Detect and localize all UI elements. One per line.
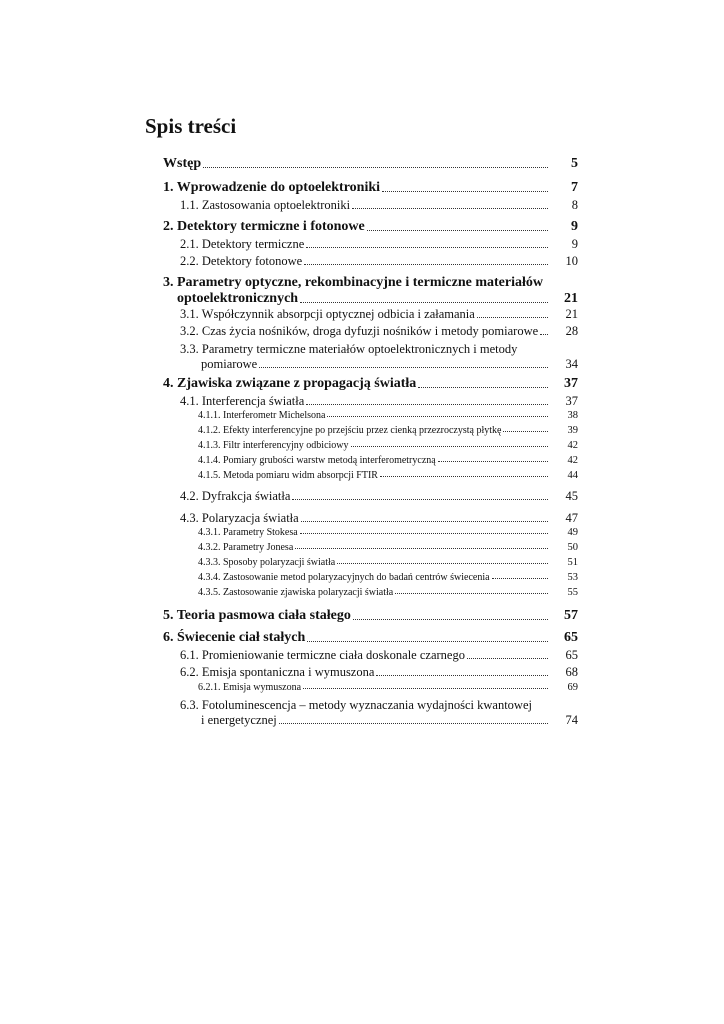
toc-entry-page: 49 (567, 527, 578, 538)
toc-entry[interactable] (163, 511, 578, 526)
toc-entry-page: 47 (565, 511, 578, 525)
toc-entry-page: 50 (567, 542, 578, 553)
dot-leader (295, 548, 548, 549)
toc-entry[interactable] (163, 376, 578, 392)
toc-entry-title: i energetycznej (201, 713, 277, 727)
dot-leader (300, 302, 548, 303)
toc-entry[interactable] (163, 527, 578, 538)
dot-leader (303, 688, 548, 689)
toc-entry-title: 2.1. Detektory termiczne (180, 237, 305, 251)
toc-entry-page: 10 (565, 254, 578, 268)
toc-entry-title: 4.1.3. Filtr interferencyjny odbiciowy (198, 440, 349, 451)
toc-entry-title: 4.3.1. Parametry Stokesa (198, 527, 298, 538)
toc-entry-title: Wstęp (163, 156, 202, 171)
toc-entry-title: 1.1. Zastosowania optoelektroniki (180, 198, 351, 212)
toc-entry-title: 4.3.2. Parametry Jonesa (198, 542, 294, 553)
toc-entry-title: 6.1. Promieniowanie termiczne ciała doskonale czarnego (180, 648, 465, 662)
toc-entry[interactable] (163, 572, 578, 583)
dot-leader (418, 387, 548, 388)
dot-leader (279, 723, 548, 724)
toc-entry[interactable] (163, 665, 578, 680)
toc-entry-page: 51 (567, 557, 578, 568)
toc-entry[interactable] (163, 254, 578, 269)
toc-entry[interactable] (163, 440, 578, 451)
toc-entry[interactable] (163, 219, 578, 235)
page-title: Spis treści (145, 114, 237, 138)
toc-entry-title: 2.2. Detektory fotonowe (180, 254, 303, 268)
dot-leader (327, 416, 548, 417)
toc-entry-page: 9 (571, 219, 578, 234)
dot-leader (307, 641, 548, 642)
toc-entry-title: 4.3.5. Zastosowanie zjawiska polaryzacji światła (198, 587, 394, 598)
toc-entry-title: 3. Parametry optyczne, rekombinacyjne i termiczne materiałów (163, 275, 543, 290)
dot-leader (367, 230, 548, 231)
dot-leader (203, 167, 548, 168)
toc-entry[interactable] (163, 425, 578, 436)
toc-entry-page: 42 (567, 440, 578, 451)
toc-entry-page: 9 (571, 237, 578, 251)
dot-leader (259, 367, 548, 368)
toc-entry[interactable] (163, 342, 578, 372)
dot-leader (503, 431, 548, 432)
toc-entry-title: 2. Detektory termiczne i fotonowe (163, 219, 365, 234)
dot-leader (300, 533, 548, 534)
toc-entry-page: 57 (564, 608, 578, 623)
toc-entry-page: 65 (564, 630, 578, 645)
toc-entry-title: 4. Zjawiska związane z propagacją światła (163, 376, 417, 391)
toc-entry-page: 53 (567, 572, 578, 583)
toc-entry-title: 3.2. Czas życia nośników, droga dyfuzji nośników i metody pomiarowe (180, 324, 539, 338)
dot-leader (351, 446, 548, 447)
toc-entry[interactable] (163, 180, 578, 196)
toc-entry-title: 6.2.1. Emisja wymuszona (198, 682, 302, 693)
toc-entry-title: 4.1.4. Pomiary grubości warstw metodą interferometryczną (198, 455, 436, 466)
toc-entry-title: 4.1.1. Interferometr Michelsona (198, 410, 326, 421)
toc-entry-page: 55 (567, 587, 578, 598)
dot-leader (477, 317, 548, 318)
toc-entry[interactable] (163, 324, 578, 339)
toc-entry-title: 4.3.3. Sposoby polaryzacji światła (198, 557, 336, 568)
toc-entry-title: 4.1. Interferencja światła (180, 394, 305, 408)
toc-entry-page: 21 (564, 291, 578, 306)
dot-leader (376, 675, 548, 676)
dot-leader (395, 593, 548, 594)
toc-entry-title: 4.1.5. Metoda pomiaru widm absorpcji FTIR (198, 470, 378, 481)
toc-entry-title: 3.1. Współczynnik absorpcji optycznej odbicia i załamania (180, 307, 475, 321)
toc-entry-title: 6.2. Emisja spontaniczna i wymuszona (180, 665, 375, 679)
toc-entry[interactable] (163, 630, 578, 646)
toc-entry-page: 8 (571, 198, 578, 212)
dot-leader (467, 658, 548, 659)
toc-entry-page: 37 (564, 376, 578, 391)
toc-entry-title: 4.1.2. Efekty interferencyjne po przejściu przez cienką przezroczystą płytkę (198, 425, 502, 436)
dot-leader (306, 404, 548, 405)
toc-entry-title: 6.3. Fotoluminescencja – metody wyznaczania wydajności kwantowej (180, 698, 532, 712)
toc-entry[interactable] (163, 156, 578, 172)
dot-leader (292, 499, 548, 500)
toc-entry-page: 44 (567, 470, 578, 481)
toc-entry[interactable] (163, 608, 578, 624)
toc-entry-title: 4.3. Polaryzacja światła (180, 511, 299, 525)
toc-entry-title: 5. Teoria pasmowa ciała stałego (163, 608, 351, 623)
toc-entry-page: 69 (567, 682, 578, 693)
dot-leader (540, 334, 548, 335)
toc-entry-page: 28 (565, 324, 579, 338)
toc-entry-title: pomiarowe (201, 357, 258, 371)
toc-entry-page: 45 (565, 489, 578, 503)
dot-leader (352, 208, 548, 209)
toc-entry[interactable] (163, 542, 578, 553)
toc-entry[interactable] (163, 307, 578, 322)
toc-entry-page: 42 (567, 455, 578, 466)
toc-entry-title: 1. Wprowadzenie do optoelektroniki (163, 180, 381, 195)
toc-entry[interactable] (163, 237, 578, 252)
toc-entry[interactable] (163, 682, 578, 693)
toc-entry[interactable] (163, 455, 578, 466)
toc-entry-page: 37 (565, 394, 578, 408)
toc-entry-page: 34 (565, 357, 578, 371)
dot-leader (306, 247, 548, 248)
toc-entry-page: 39 (567, 425, 578, 436)
toc-entry-title: optoelektronicznych (177, 291, 299, 306)
dot-leader (380, 476, 548, 477)
toc-entry-page: 5 (571, 156, 578, 171)
toc-entry-page: 21 (565, 307, 578, 321)
toc-entry-title: 3.3. Parametry termiczne materiałów optoelektronicznych i metody (180, 342, 518, 356)
toc-entry-title: 6. Świecenie ciał stałych (163, 630, 306, 645)
dot-leader (492, 578, 548, 579)
toc-entry-page: 74 (565, 713, 578, 727)
toc-entry[interactable] (163, 698, 578, 728)
toc-entry-title: 4.2. Dyfrakcja światła (180, 489, 291, 503)
toc-entry-page: 68 (565, 665, 578, 679)
toc-entry[interactable] (163, 648, 578, 663)
toc-entry[interactable] (163, 470, 578, 481)
dot-leader (337, 563, 548, 564)
toc-entry[interactable] (163, 489, 578, 504)
toc-entry[interactable] (163, 410, 578, 421)
toc-entry[interactable] (163, 198, 578, 213)
toc-entry-page: 38 (567, 410, 578, 421)
toc-entry[interactable] (163, 557, 578, 568)
dot-leader (301, 521, 548, 522)
dot-leader (438, 461, 548, 462)
dot-leader (304, 264, 548, 265)
toc-entry[interactable] (163, 275, 578, 307)
dot-leader (353, 619, 548, 620)
dot-leader (382, 191, 548, 192)
toc-entry[interactable] (163, 587, 578, 598)
toc-entry[interactable] (163, 394, 578, 409)
toc-entry-page: 65 (565, 648, 578, 662)
toc-entry-page: 7 (571, 180, 578, 195)
toc-entry-title: 4.3.4. Zastosowanie metod polaryzacyjnych do badań centrów świecenia (198, 572, 490, 583)
